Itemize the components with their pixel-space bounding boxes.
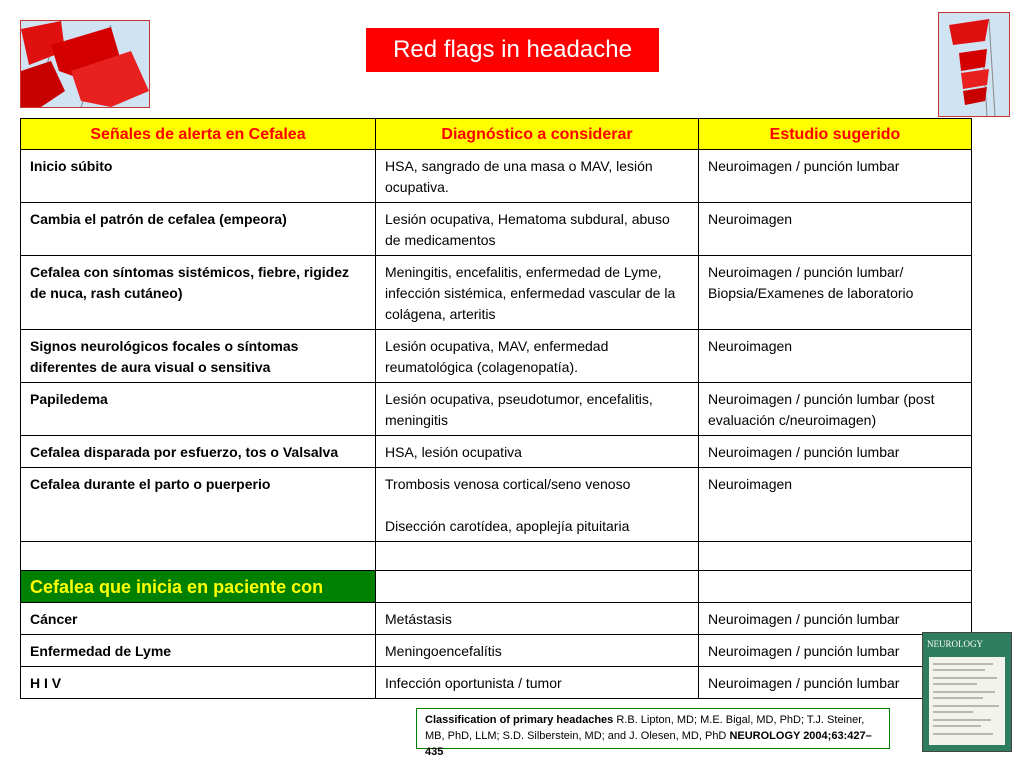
study-cell: Neuroimagen / punción lumbar xyxy=(699,150,972,203)
header-diagnosis: Diagnóstico a considerar xyxy=(376,119,699,150)
sign-cell: Cefalea disparada por esfuerzo, tos o Valsalva xyxy=(21,436,376,468)
table-row xyxy=(21,667,972,699)
section-title: Cefalea que inicia en paciente con xyxy=(21,571,376,603)
diagnosis-cell: HSA, sangrado de una masa o MAV, lesión ocupativa. xyxy=(376,150,699,203)
sign-cell: Inicio súbito xyxy=(21,150,376,203)
table-row xyxy=(21,468,972,542)
empty-cell xyxy=(376,571,699,603)
diagnosis-cell: Lesión ocupativa, Hematoma subdural, abuso de medicamentos xyxy=(376,203,699,256)
section-row xyxy=(21,571,972,603)
study-cell: Neuroimagen xyxy=(699,330,972,383)
sign-cell: Cefalea con síntomas sistémicos, fiebre, rigidez de nuca, rash cutáneo) xyxy=(21,256,376,330)
table-row xyxy=(21,330,972,383)
sign-cell: Cáncer xyxy=(21,603,376,635)
study-cell: Neuroimagen / punción lumbar/ Biopsia/Examenes de laboratorio xyxy=(699,256,972,330)
empty-cell xyxy=(699,571,972,603)
red-flags-photo-left xyxy=(20,20,150,108)
study-cell: Neuroimagen / punción lumbar (post evaluación c/neuroimagen) xyxy=(699,383,972,436)
diagnosis-cell: Lesión ocupativa, MAV, enfermedad reumatológica (colagenopatía). xyxy=(376,330,699,383)
study-cell: Neuroimagen / punción lumbar xyxy=(699,635,972,667)
sign-cell: Cambia el patrón de cefalea (empeora) xyxy=(21,203,376,256)
slide-title: Red flags in headache xyxy=(366,28,659,72)
reference-citation xyxy=(416,708,890,758)
table-row xyxy=(21,203,972,256)
diagnosis-cell: HSA, lesión ocupativa xyxy=(376,436,699,468)
sign-cell: Papiledema xyxy=(21,383,376,436)
table-row xyxy=(21,256,972,330)
diagnosis-cell: Meningitis, encefalitis, enfermedad de Lyme, infección sistémica, enfermedad vascular de la colágena, arteritis xyxy=(376,256,699,330)
header-signs: Señales de alerta en Cefalea xyxy=(21,119,376,150)
diagnosis-cell: Meningoencefalítis xyxy=(376,635,699,667)
table-row xyxy=(21,603,972,635)
diagnosis-cell xyxy=(376,468,699,542)
diagnosis-line: Disección carotídea, apoplejía pituitaria xyxy=(385,518,630,534)
red-flags-photo-right xyxy=(938,12,1010,117)
empty-row xyxy=(21,542,972,571)
study-cell: Neuroimagen xyxy=(699,203,972,256)
table-row xyxy=(21,150,972,203)
red-flags-table xyxy=(20,118,972,699)
sign-cell: Cefalea durante el parto o puerperio xyxy=(21,468,376,542)
study-cell: Neuroimagen / punción lumbar xyxy=(699,603,972,635)
study-cell: Neuroimagen / punción lumbar xyxy=(699,667,972,699)
study-cell: Neuroimagen / punción lumbar xyxy=(699,436,972,468)
citation-journal: NEUROLOGY 2004;63:427–435 xyxy=(425,730,872,758)
diagnosis-cell: Lesión ocupativa, pseudotumor, encefalitis, meningitis xyxy=(376,383,699,436)
table-header-row xyxy=(21,119,972,150)
empty-cell xyxy=(21,542,376,571)
study-cell: Neuroimagen xyxy=(699,468,972,542)
diagnosis-cell: Metástasis xyxy=(376,603,699,635)
table-row xyxy=(21,436,972,468)
neurology-journal-cover xyxy=(922,632,1012,752)
citation-authors: R.B. Lipton, MD; M.E. Bigal, MD, PhD; T.J. Steiner, MB, PhD, LLM; S.D. Silberstein, MD; and J. Olesen, MD, PhD xyxy=(425,714,865,742)
journal-masthead: NEUROLOGY xyxy=(927,639,983,649)
empty-cell xyxy=(699,542,972,571)
diagnosis-line: Trombosis venosa cortical/seno venoso xyxy=(385,476,631,492)
header-study: Estudio sugerido xyxy=(699,119,972,150)
sign-cell: Signos neurológicos focales o síntomas diferentes de aura visual o sensitiva xyxy=(21,330,376,383)
line-gap xyxy=(385,495,689,516)
table-row xyxy=(21,383,972,436)
table-row xyxy=(21,635,972,667)
sign-cell: H I V xyxy=(21,667,376,699)
citation-title: Classification of primary headaches xyxy=(425,714,614,726)
empty-cell xyxy=(376,542,699,571)
diagnosis-cell: Infección oportunista / tumor xyxy=(376,667,699,699)
sign-cell: Enfermedad de Lyme xyxy=(21,635,376,667)
journal-page-preview xyxy=(929,657,1005,745)
